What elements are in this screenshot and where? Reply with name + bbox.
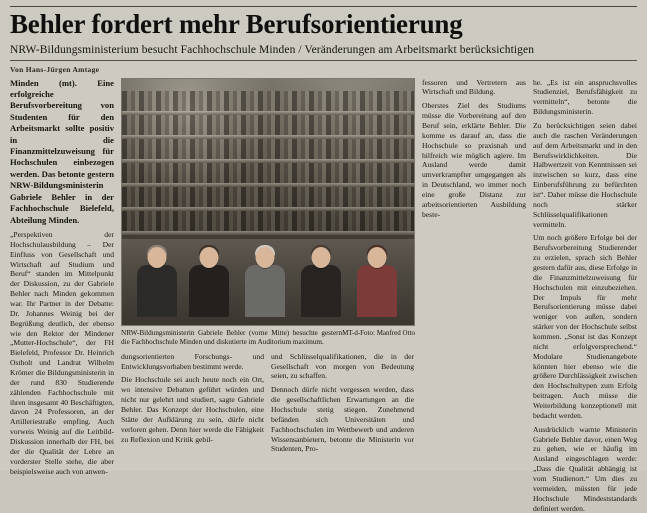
audience-person bbox=[300, 245, 342, 317]
column-3 bbox=[271, 352, 414, 459]
page-title: Behler fordert mehr Berufsorientierung bbox=[10, 9, 463, 39]
top-rule bbox=[10, 6, 637, 7]
photo-caption-text: NRW-Bildungsministerin Gabriele Behler (vorne Mitte) besuchte gestern die Fachhochschule Minden und diskutierte im Auditorium maximum. bbox=[121, 328, 343, 346]
audience-person bbox=[136, 245, 178, 317]
body-paragraph: Die Hochschule sei auch heute noch ein Ort, wo intensive Debatten geführt würden und nicht nur gelehrt und studiert, sagte Gabriele Behler. Das Konzept der Hochschulen, eine Stätte der Aufklärung zu sein, dürfe nicht verloren gehen. Denn hier werde die Fähigkeit zu Reflexion und Kritik gebil- bbox=[121, 375, 264, 444]
body-paragraph: Ausdrücklich warnte Ministerin Gabriele Behler davor, einen Weg zu gehen, wie er häufig im Ausland eingeschlagen werde: „Dass die Qualität abhängig ist vom Studienort.“ Um dies zu vermeiden, müssten für jede Hochschule Mindeststandards definiert werden. bbox=[533, 424, 637, 513]
body-paragraph: „Perspektiven der Hochschulausbildung – Der Einfluss von Gesellschaft und Wirtschaft auf Studium und Beruf“ standen im Mittelpunkt der Diskussion, zu der Gabriele Behler nach Minden gekommen war. Ihr Partner in der Debatte: Dr. Johannes Weinig bei der Begrüßung deutlich, der ebenso wie den Rektor der Mindener „Mutter-Hochschule“, der FH Bielefeld, Professor Dr. Heinrich Ostholt und Landrat Wilhelm Krömer die Bildungsministerin in der rund 830 Studierende zählenden Fachhochschule mit ihren insgesamt 40 Beschäftigten, davon 24 Professoren, an der Artilleriestraße empfing. Auch vorweis Weinig auf die Leitbild-Diskussion innerhalb der FH, bei der die Qualität der Lehre an vorderster Stelle stehe, die aber beispielsweise auch von anwen- bbox=[10, 230, 114, 476]
column-2 bbox=[121, 352, 264, 459]
photo-caption bbox=[121, 329, 415, 347]
column-4 bbox=[422, 78, 526, 470]
body-paragraph: he. „Es ist ein anspruchsvolles Studienziel, Berufsfähigkeit zu vermitteln“, betonte die Bildungsministerin. bbox=[533, 77, 637, 117]
subhead-rule bbox=[10, 60, 637, 61]
body-paragraph: dungsorientierten Forschungs- und Entwicklungsvorhaben bestimmt werde. bbox=[121, 351, 264, 371]
article-columns bbox=[10, 77, 637, 513]
column-5 bbox=[533, 77, 637, 513]
audience-person bbox=[356, 245, 398, 317]
audience-person bbox=[244, 245, 286, 317]
body-paragraph: Dennoch dürfe nicht vergessen werden, dass die gesellschaftlichen Erwartungen an die Hochschule stetig stiegen. Zunehmend befänden sich Universitäten und Fachhochschulen im Wettbewerb und anderen Wissensanbietern, betonte die Ministerin vor Studenten, Pro- bbox=[271, 385, 414, 454]
sub-columns bbox=[121, 352, 415, 459]
body-paragraph: und Schlüsselqualifikationen, die in der Gesellschaft von morgen von Bedeutung seien, zu schaffen. bbox=[271, 351, 414, 381]
body-paragraph: fessoren und Vertretern aus Wirtschaft und Bildung. bbox=[422, 77, 526, 97]
body-paragraph: Um noch größere Erfolge bei der Berufsvorbereitung Studierender zu erzielen, sprach sich Behler gestern dafür aus, diese Erfolge in die Finanzmittelzuweisung für Hochschulen mit einzubeziehen. Der Impuls für mehr Berufsorientierung müsse dabei weniger von außen, sondern stärker von der Hochschule selbst kommen. „Sonst ist das Konzept nicht erfolgversprechend.“ Modulare Studienangebote könnten hier ebenso wie die größere Durchlässigkeit zwischen den Hochschultypen zum Erfolg beitragen. Auch müsse die Weiterbildung konzeptionell mit bedacht werden. bbox=[533, 233, 637, 420]
audience-person bbox=[188, 245, 230, 317]
photo-credit: MT-d-Foto: Manfred Otto bbox=[342, 328, 415, 337]
article-subhead: NRW-Bildungsministerium besucht Fachhochschule Minden / Veränderungen am Arbeitsmarkt berücksichtigen bbox=[10, 43, 535, 56]
article-photo bbox=[121, 78, 415, 326]
byline: Von Hans-Jürgen Amtage bbox=[10, 64, 100, 74]
body-paragraph: Zu berücksichtigen seien dabei auch die raschen Veränderungen auf dem Arbeitsmarkt und in den Berufswirklichkeiten. Die Halbwertzeit von Kenntnissen sei inzwischen so kurz, dass eine Einberufsführung zu befürchten ist“. Daher müsse die Hochschule noch stärker Schlüsselqualifikationen vermitteln. bbox=[533, 120, 637, 229]
photo-and-columns bbox=[121, 78, 415, 470]
column-1 bbox=[10, 77, 114, 476]
lead-paragraph: Minden (mt). Eine erfolgreiche Berufsvorbereitung von Studenten für den Arbeitsmarkt sollte positiv in die Finanzmittelzuweisung für Hochschulen einbezogen werden. Das betonte gestern NRW-Bildungsministerin Gabriele Behler in der Fachhochschule Bielefeld, Abteilung Minden. bbox=[10, 77, 114, 225]
body-paragraph: Oberstes Ziel des Studiums müsse die Vorbereitung auf den Beruf sein, erklärte Behler. Die komme es darauf an, dass die Hochschule so praxisnah und hilfreich wie möglich agiere. Im Ausland werde damit umverkrampfter umgegangen als in Deutschland, wo immer noch eine große Distanz zur arbeitsorientierten Ausbildung beste- bbox=[422, 101, 526, 219]
